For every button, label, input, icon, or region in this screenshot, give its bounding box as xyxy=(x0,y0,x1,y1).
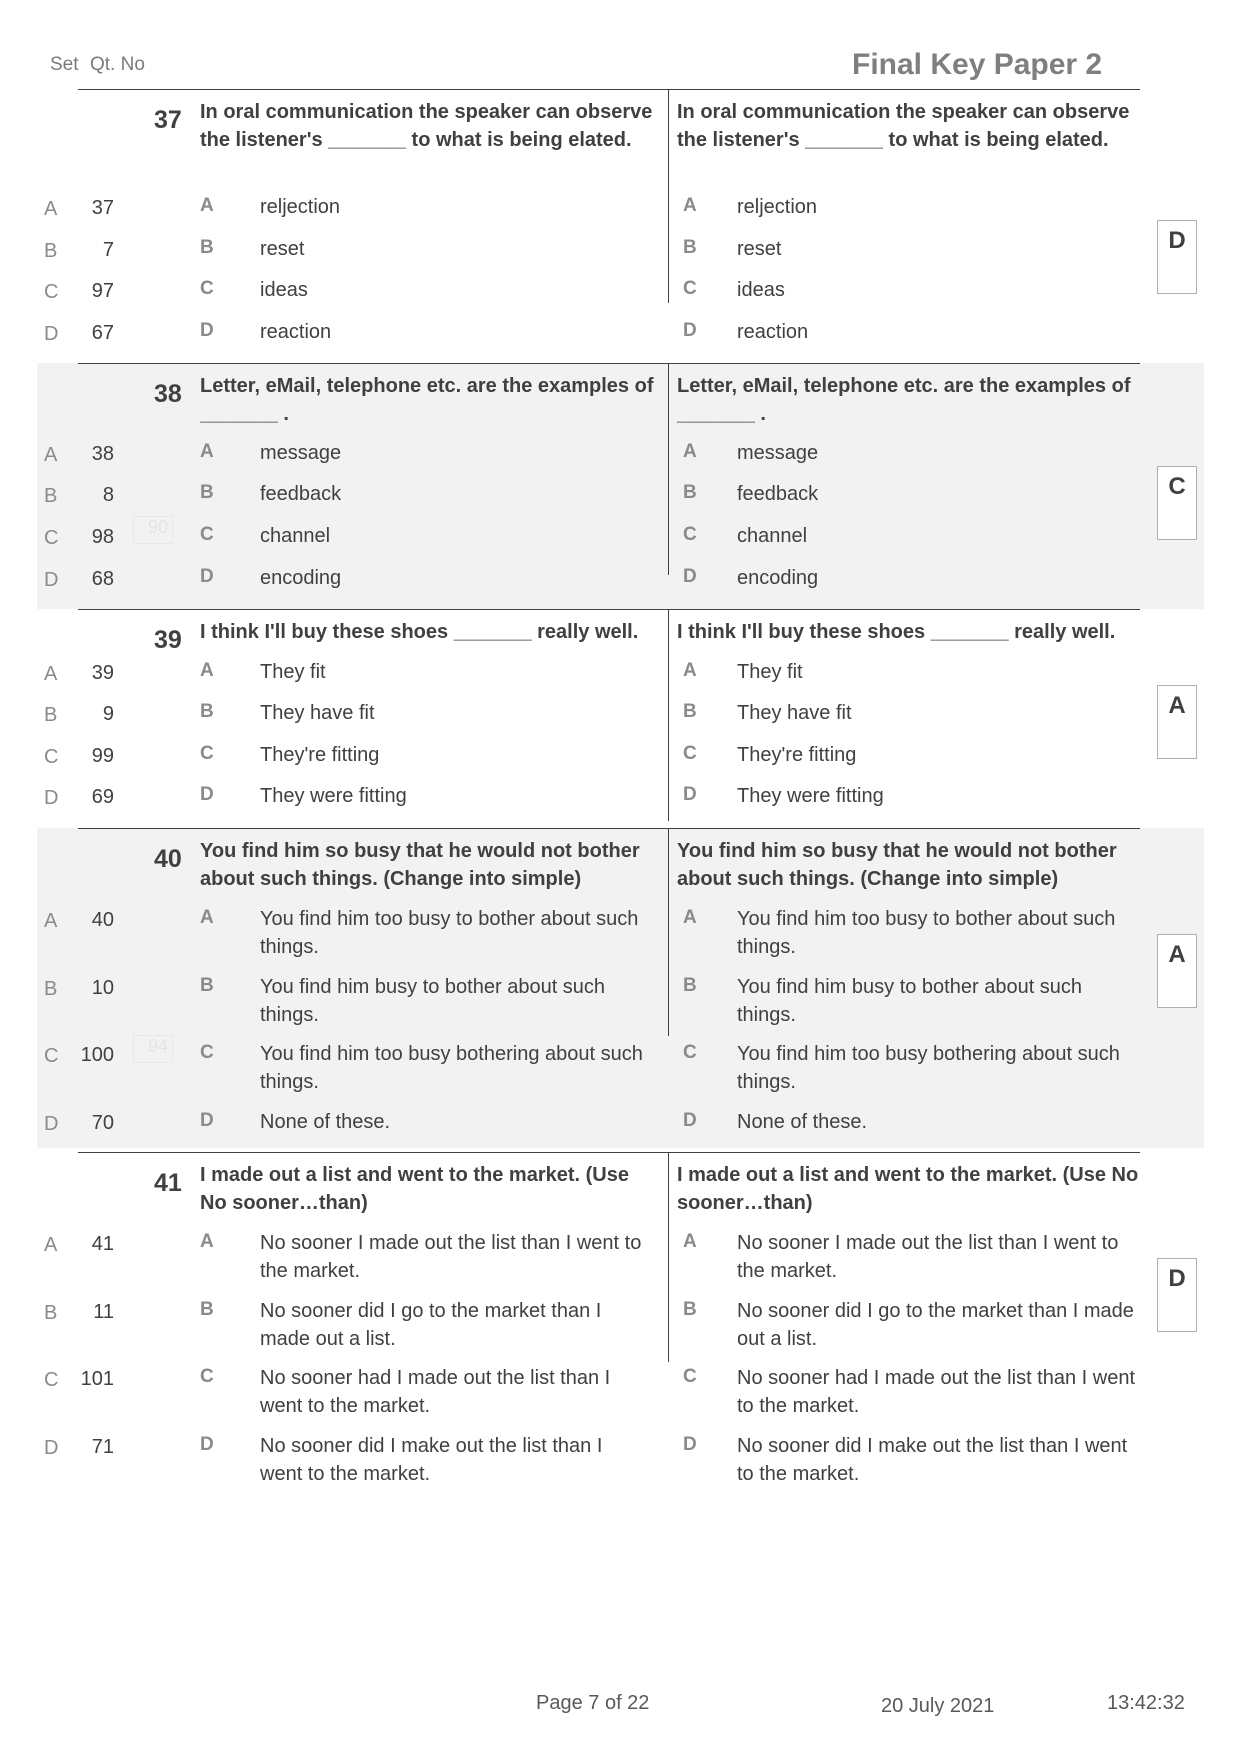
question-number: 40 xyxy=(154,845,182,873)
set-question-number: 97 xyxy=(91,280,114,302)
option-text: They were fitting xyxy=(737,785,884,807)
set-question-number: 37 xyxy=(91,197,114,219)
option-letter: A xyxy=(200,907,214,928)
question-number: 41 xyxy=(154,1169,182,1197)
option-text: None of these. xyxy=(737,1111,868,1133)
divider-line xyxy=(78,609,1140,610)
option-letter: B xyxy=(683,482,697,503)
set-letter: C xyxy=(44,746,59,768)
option-letter: C xyxy=(683,278,697,299)
set-question-number: 69 xyxy=(91,786,114,808)
option-letter: A xyxy=(200,660,214,681)
option-letter: A xyxy=(683,195,697,216)
option-text: feedback xyxy=(737,483,819,505)
option-text: They're fitting xyxy=(737,744,857,766)
set-question-number: 10 xyxy=(91,977,114,999)
set-question-number: 11 xyxy=(93,1301,114,1323)
answer-key-box: D xyxy=(1157,1258,1197,1332)
option-text: No sooner did I go to the market than I made out a list. xyxy=(737,1300,1134,1350)
option-text: reljection xyxy=(260,196,341,218)
option-letter: B xyxy=(200,1299,214,1320)
question-38 xyxy=(0,363,1241,609)
question-number: 39 xyxy=(154,626,182,654)
column-divider xyxy=(668,89,669,303)
option-letter: A xyxy=(683,1231,697,1252)
set-letter: C xyxy=(44,1369,59,1391)
set-letter: D xyxy=(44,787,59,809)
column-divider xyxy=(668,828,669,1036)
option-letter: A xyxy=(200,1231,214,1252)
option-letter: C xyxy=(683,524,697,545)
option-text: reaction xyxy=(737,321,809,343)
option-text: No sooner I made out the list than I went to the market. xyxy=(737,1232,1119,1282)
option-text: They were fitting xyxy=(260,785,407,807)
question-text-left: Letter, eMail, telephone etc. are the examples of _______ . xyxy=(200,375,654,425)
option-letter: C xyxy=(683,743,697,764)
set-letter: B xyxy=(44,978,58,1000)
set-letter: C xyxy=(44,281,59,303)
page-number: Page 7 of 22 xyxy=(536,1692,650,1714)
question-number: 37 xyxy=(154,106,182,134)
option-letter: C xyxy=(200,1366,214,1387)
set-question-number: 70 xyxy=(91,1112,114,1134)
set-letter: A xyxy=(44,198,58,220)
option-letter: A xyxy=(683,660,697,681)
set-question-number: 9 xyxy=(102,703,114,725)
set-question-number: 41 xyxy=(91,1233,114,1255)
option-text: You find him busy to bother about such things. xyxy=(260,976,606,1026)
option-text: None of these. xyxy=(260,1111,391,1133)
set-letter: B xyxy=(44,485,58,507)
set-question-number: 98 xyxy=(91,526,114,548)
option-letter: D xyxy=(683,320,697,341)
option-text: They have fit xyxy=(737,702,852,724)
option-text: They fit xyxy=(737,661,803,683)
option-letter: A xyxy=(200,195,214,216)
question-text-right: I made out a list and went to the market. (Use No sooner…than) xyxy=(677,1164,1139,1214)
set-question-number: 39 xyxy=(91,662,114,684)
set-letter: A xyxy=(44,1234,58,1256)
option-text: ideas xyxy=(260,279,308,301)
option-text: reset xyxy=(737,238,782,260)
option-letter: A xyxy=(683,907,697,928)
option-text: You find him too busy bothering about such things. xyxy=(737,1043,1120,1093)
question-text-right: You find him so busy that he would not bother about such things. (Change into simple) xyxy=(677,840,1117,890)
question-41 xyxy=(0,1152,1241,1492)
set-letter: C xyxy=(44,1045,59,1067)
option-letter: C xyxy=(200,1042,214,1063)
option-letter: D xyxy=(683,1434,697,1455)
question-39 xyxy=(0,609,1241,828)
option-letter: D xyxy=(683,566,697,587)
divider-line xyxy=(78,89,1140,90)
option-letter: B xyxy=(683,1299,697,1320)
option-letter: B xyxy=(200,237,214,258)
option-text: No sooner had I made out the list than I went to the market. xyxy=(260,1367,611,1417)
set-letter: C xyxy=(44,527,59,549)
option-text: ideas xyxy=(737,279,785,301)
option-letter: D xyxy=(200,320,214,341)
option-text: channel xyxy=(260,525,331,547)
question-40 xyxy=(0,828,1241,1148)
option-text: message xyxy=(737,442,819,464)
set-question-number: 8 xyxy=(102,484,114,506)
question-text-left: You find him so busy that he would not bother about such things. (Change into simple) xyxy=(200,840,640,890)
option-text: channel xyxy=(737,525,808,547)
option-text: You find him busy to bother about such things. xyxy=(737,976,1083,1026)
question-text-right: In oral communication the speaker can observe the listener's _______ to what is being elated. xyxy=(677,101,1130,151)
option-letter: C xyxy=(683,1366,697,1387)
print-time: 13:42:32 xyxy=(1107,1692,1185,1714)
set-question-number: 99 xyxy=(91,745,114,767)
option-letter: A xyxy=(200,441,214,462)
answer-key-box: A xyxy=(1157,934,1197,1008)
option-letter: D xyxy=(683,784,697,805)
set-question-number: 71 xyxy=(91,1436,114,1458)
option-letter: C xyxy=(683,1042,697,1063)
option-letter: D xyxy=(200,1434,214,1455)
divider-line xyxy=(78,363,1140,364)
option-text: No sooner had I made out the list than I went to the market. xyxy=(737,1367,1136,1417)
divider-line xyxy=(78,1152,1140,1153)
option-letter: B xyxy=(683,975,697,996)
set-question-number: 68 xyxy=(91,568,114,590)
faded-number: 94 xyxy=(133,1035,173,1063)
option-letter: A xyxy=(683,441,697,462)
option-text: No sooner did I go to the market than I made out a list. xyxy=(260,1300,602,1350)
option-text: No sooner did I make out the list than I went to the market. xyxy=(737,1435,1128,1485)
set-letter: A xyxy=(44,663,58,685)
option-letter: B xyxy=(200,975,214,996)
option-text: They're fitting xyxy=(260,744,380,766)
set-letter: D xyxy=(44,323,59,345)
column-divider xyxy=(668,1152,669,1362)
set-letter: D xyxy=(44,569,59,591)
question-text-left: I made out a list and went to the market. (Use No sooner…than) xyxy=(200,1164,629,1214)
set-question-number: 7 xyxy=(102,239,114,261)
option-text: reset xyxy=(260,238,305,260)
option-letter: C xyxy=(200,524,214,545)
set-letter: D xyxy=(44,1113,59,1135)
column-divider xyxy=(668,363,669,575)
answer-key-box: D xyxy=(1157,220,1197,294)
question-number-column-label: Qt. No xyxy=(90,54,145,75)
option-text: encoding xyxy=(260,567,342,589)
question-37 xyxy=(0,89,1241,349)
option-letter: C xyxy=(200,743,214,764)
set-letter: B xyxy=(44,240,58,262)
answer-key-box: C xyxy=(1157,466,1197,540)
option-text: message xyxy=(260,442,342,464)
question-text-left: In oral communication the speaker can observe the listener's _______ to what is being elated. xyxy=(200,101,653,151)
set-letter: B xyxy=(44,1302,58,1324)
option-letter: D xyxy=(200,784,214,805)
set-letter: B xyxy=(44,704,58,726)
option-text: You find him too busy to bother about such things. xyxy=(260,908,639,958)
page-title: Final Key Paper 2 xyxy=(852,48,1103,81)
option-text: No sooner did I make out the list than I went to the market. xyxy=(260,1435,603,1485)
question-text-right: Letter, eMail, telephone etc. are the examples of _______ . xyxy=(677,375,1131,425)
set-column-label: Set xyxy=(50,54,79,75)
option-letter: C xyxy=(200,278,214,299)
set-question-number: 100 xyxy=(80,1044,114,1066)
option-letter: D xyxy=(200,566,214,587)
answer-key-box: A xyxy=(1157,685,1197,759)
option-text: No sooner I made out the list than I went to the market. xyxy=(260,1232,642,1282)
print-date: 20 July 2021 xyxy=(881,1695,995,1717)
option-text: reaction xyxy=(260,321,332,343)
set-question-number: 38 xyxy=(91,443,114,465)
option-letter: D xyxy=(200,1110,214,1131)
option-text: They have fit xyxy=(260,702,375,724)
option-text: They fit xyxy=(260,661,326,683)
set-question-number: 67 xyxy=(91,322,114,344)
option-text: feedback xyxy=(260,483,342,505)
set-letter: A xyxy=(44,444,58,466)
option-letter: B xyxy=(683,237,697,258)
option-text: reljection xyxy=(737,196,818,218)
question-text-left: I think I'll buy these shoes _______ really well. xyxy=(200,621,639,643)
set-question-number: 40 xyxy=(91,909,114,931)
faded-number: 90 xyxy=(133,516,173,544)
question-text-right: I think I'll buy these shoes _______ really well. xyxy=(677,621,1116,643)
option-letter: B xyxy=(683,701,697,722)
set-letter: D xyxy=(44,1437,59,1459)
divider-line xyxy=(78,828,1140,829)
option-text: You find him too busy bothering about such things. xyxy=(260,1043,643,1093)
option-text: encoding xyxy=(737,567,819,589)
option-letter: B xyxy=(200,482,214,503)
set-letter: A xyxy=(44,910,58,932)
question-number: 38 xyxy=(154,380,182,408)
option-letter: D xyxy=(683,1110,697,1131)
set-question-number: 101 xyxy=(80,1368,114,1390)
option-letter: B xyxy=(200,701,214,722)
option-text: You find him too busy to bother about such things. xyxy=(737,908,1116,958)
